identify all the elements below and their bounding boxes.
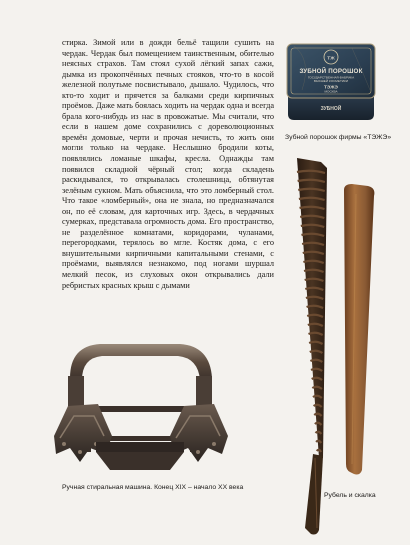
tin-side-label: ЗУБНОЙ bbox=[320, 106, 342, 112]
tin-subtitle-2: ВЫСШЕЙ КОСМЕТИКИ bbox=[313, 79, 349, 83]
tin-city: МОСКВА bbox=[324, 89, 338, 94]
rubel-photo bbox=[283, 158, 339, 536]
rolling-pin-photo bbox=[338, 184, 378, 476]
hand-washing-machine-photo bbox=[40, 336, 240, 478]
washing-machine-caption: Ручная стиральная машина. Конец XIX – начало XX века bbox=[62, 484, 244, 491]
tin-title: ЗУБНОЙ ПОРОШОК bbox=[299, 68, 363, 75]
rubel-caption: Рубель и скалка bbox=[324, 492, 376, 499]
tin-brand: ТЭЖЭ bbox=[324, 85, 338, 91]
tooth-powder-tin-photo bbox=[282, 40, 380, 124]
tooth-powder-caption: Зубной порошок фирмы «ТЭЖЭ» bbox=[285, 134, 392, 141]
tin-logo: ТЖ bbox=[327, 56, 335, 62]
tin-subtitle-1: ГОСУДАРСТВЕННАЯ ФАБРИКА bbox=[307, 75, 355, 80]
body-text bbox=[62, 38, 274, 291]
paragraph: стирка. Зимой или в дожди бельё тащили сушить на чердак. Чердак был помещением таинственным, обителью неясных страхов. Там стоял сухой лёгкий запах сажи, дымка из прокопчённых печных стояков, что-то в косой железной полутьме посвистывало, дышало. Чудилось, что кто-то ходит и прячется за балками среди кирпичных проёмов. Даже мать боялась ходить на чердак одна и всегда брала кого-нибудь из нас в провожатые. Мы считали, что если в нашем доме сохранились с дореволюционных времён домовые, черти и прочая нечисть, то жить они могли только на чердаке. Неслышно бродили коты, появлялись ломаные шкафы, кресла. Однажды там появился складной чёрный стол; когда складень раскидывался, то открывалась столешница, обтянутая зелёным сукном. Мать объяснила, что это ломберный стол. Что такое «ломберный», она не знала, но предназначался он, по её словам, для карточных игр. Здесь, в чердачных сумерках, представала огромность дома. Его пространство, не разделённое комнатами, коридорами, чуланами, перегородками, терялось во мгле. Костяк дома, с его внушительными кирпичными капитальными стенами, с проёмами, выявлялся незнакомо, под ногами шуршал мелкий песок, из слуховых окон открывались дали ребристых красных крыш с дымами bbox=[62, 38, 274, 290]
